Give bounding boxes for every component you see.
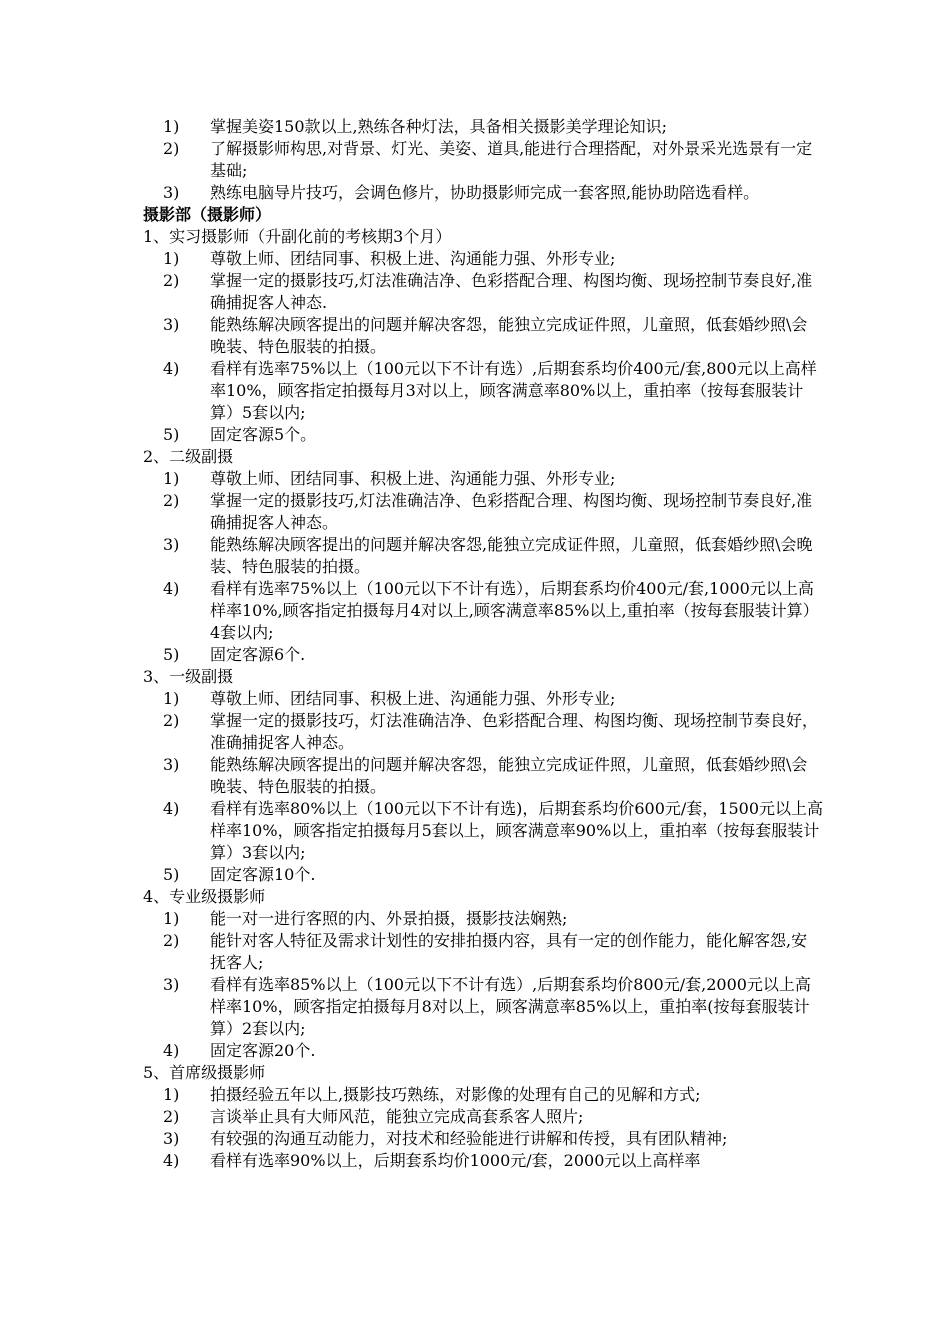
item-number: 2) [163,711,180,730]
list-item [143,358,823,424]
item-number: 4) [163,579,180,598]
list-item [143,578,823,644]
section-first-assistant [143,666,823,886]
item-number: 3) [163,1129,180,1148]
item-text: 能针对客人特征及需求计划性的安排拍摄内容，具有一定的创作能力，能化解客怨,安抚客人; [210,931,808,972]
item-text: 了解摄影师构思,对背景、灯光、美姿、道具,能进行合理搭配，对外景采光选景有一定基础; [210,139,813,180]
section-title: 4、专业级摄影师 [143,887,266,906]
item-number: 1) [163,469,180,488]
item-text: 掌握一定的摄影技巧，灯法准确洁净、色彩搭配合理、构图均衡、现场控制节奏良好，准确捕捉客人神态。 [210,711,819,752]
item-number: 4) [163,1151,180,1170]
item-text: 能熟练解决顾客提出的问题并解决客怨，能独立完成证件照，儿童照，低套婚纱照\会晚装、特色服装的拍摄。 [210,755,808,796]
list-item [143,710,823,754]
item-number: 1) [163,689,180,708]
section-title: 2、二级副摄 [143,447,234,466]
item-text: 拍摄经验五年以上,摄影技巧熟练，对影像的处理有自己的见解和方式; [210,1085,701,1104]
item-number: 2) [163,931,180,950]
list-item [143,974,823,1040]
item-text: 掌握一定的摄影技巧,灯法准确洁净、色彩搭配合理、构图均衡、现场控制节奏良好,准确捕捉客人神态. [210,271,813,312]
item-text: 看样有选率90%以上，后期套系均价1000元/套，2000元以上高样率 [210,1151,701,1170]
list-item [143,864,823,886]
section-professional-photographer [143,886,823,1062]
section-title: 3、一级副摄 [143,667,234,686]
item-text: 熟练电脑导片技巧，会调色修片，协助摄影师完成一套客照,能协助陪选看样。 [210,183,760,202]
list-item [143,1128,823,1150]
item-number: 2) [163,1107,180,1126]
item-number: 3) [163,535,180,554]
list-item [143,798,823,864]
section-title: 1、实习摄影师（升副化前的考核期3个月） [143,227,452,246]
list-item [143,908,823,930]
list-item [143,1150,823,1172]
item-text: 固定客源6个. [210,645,306,664]
list-item [143,688,823,710]
list-item [143,1106,823,1128]
item-text: 看样有选率80%以上（100元以下不计有选)，后期套系均价600元/套，1500元以上高样率10%，顾客指定拍摄每月5套以上，顾客满意率90%以上，重拍率（按每套服装计算）3套以内; [210,799,823,862]
item-text: 掌握一定的摄影技巧,灯法准确洁净、色彩搭配合理、构图均衡、现场控制节奏良好,准确捕捉客人神态。 [210,491,813,532]
item-text: 掌握美姿150款以上,熟练各种灯法，具备相关摄影美学理论知识; [210,117,668,136]
document-body [143,116,823,1172]
item-text: 尊敬上师、团结同事、积极上进、沟通能力强、外形专业; [210,249,616,268]
item-text: 固定客源20个. [210,1041,316,1060]
list-item [143,116,823,138]
item-number: 5) [163,865,180,884]
item-text: 言谈举止具有大师风范，能独立完成高套系客人照片; [210,1107,584,1126]
item-number: 5) [163,425,180,444]
item-text: 看样有选率75%以上（100元以下不计有选）,后期套系均价400元/套,800元以上高样率10%，顾客指定拍摄每月3对以上，顾客满意率80%以上，重拍率（按每套服装计算）5套以内; [210,359,817,422]
item-text: 能熟练解决顾客提出的问题并解决客怨，能独立完成证件照，儿童照，低套婚纱照\会晚装、特色服装的拍摄。 [210,315,808,356]
department-heading: 摄影部（摄影师） [143,205,272,224]
list-item [143,182,823,204]
item-number: 4) [163,359,180,378]
list-item [143,468,823,490]
section-chief-photographer [143,1062,823,1172]
list-item [143,930,823,974]
item-text: 有较强的沟通互动能力，对技术和经验能进行讲解和传授，具有团队精神; [210,1129,728,1148]
item-text: 看样有选率85%以上（100元以下不计有选）,后期套系均价800元/套,2000元以上高样率10%，顾客指定拍摄每月8对以上，顾客满意率85%以上，重拍率(按每套服装计算）2套以内; [210,975,811,1038]
item-number: 5) [163,645,180,664]
item-number: 1) [163,249,180,268]
item-number: 1) [163,909,180,928]
item-text: 固定客源5个。 [210,425,317,444]
item-number: 3) [163,183,180,202]
item-number: 2) [163,139,180,158]
item-number: 3) [163,755,180,774]
item-number: 1) [163,117,180,136]
item-text: 能一对一进行客照的内、外景拍摄，摄影技法娴熟; [210,909,568,928]
list-item [143,534,823,578]
list-item [143,490,823,534]
list-item [143,314,823,358]
list-item [143,138,823,182]
item-number: 3) [163,975,180,994]
list-item [143,644,823,666]
item-number: 4) [163,1041,180,1060]
list-item [143,424,823,446]
item-number: 1) [163,1085,180,1104]
list-item [143,754,823,798]
list-item [143,1040,823,1062]
item-text: 能熟练解决顾客提出的问题并解决客怨,能独立完成证件照，儿童照，低套婚纱照\会晚装、特色服装的拍摄。 [210,535,813,576]
item-number: 4) [163,799,180,818]
list-item [143,248,823,270]
item-text: 固定客源10个. [210,865,316,884]
item-number: 2) [163,271,180,290]
section-intern-photographer [143,226,823,446]
item-number: 3) [163,315,180,334]
list-item [143,270,823,314]
item-text: 看样有选率75%以上（100元以下不计有选），后期套系均价400元/套,1000元以上高样率10%,顾客指定拍摄每月4对以上,顾客满意率85%以上,重拍率（按每套服装计算）4套以内; [210,579,819,642]
item-text: 尊敬上师、团结同事、积极上进、沟通能力强、外形专业; [210,469,616,488]
section-second-assistant [143,446,823,666]
item-text: 尊敬上师、团结同事、积极上进、沟通能力强、外形专业; [210,689,616,708]
section-title: 5、首席级摄影师 [143,1063,266,1082]
list-item [143,1084,823,1106]
item-number: 2) [163,491,180,510]
intro-list [143,116,823,204]
